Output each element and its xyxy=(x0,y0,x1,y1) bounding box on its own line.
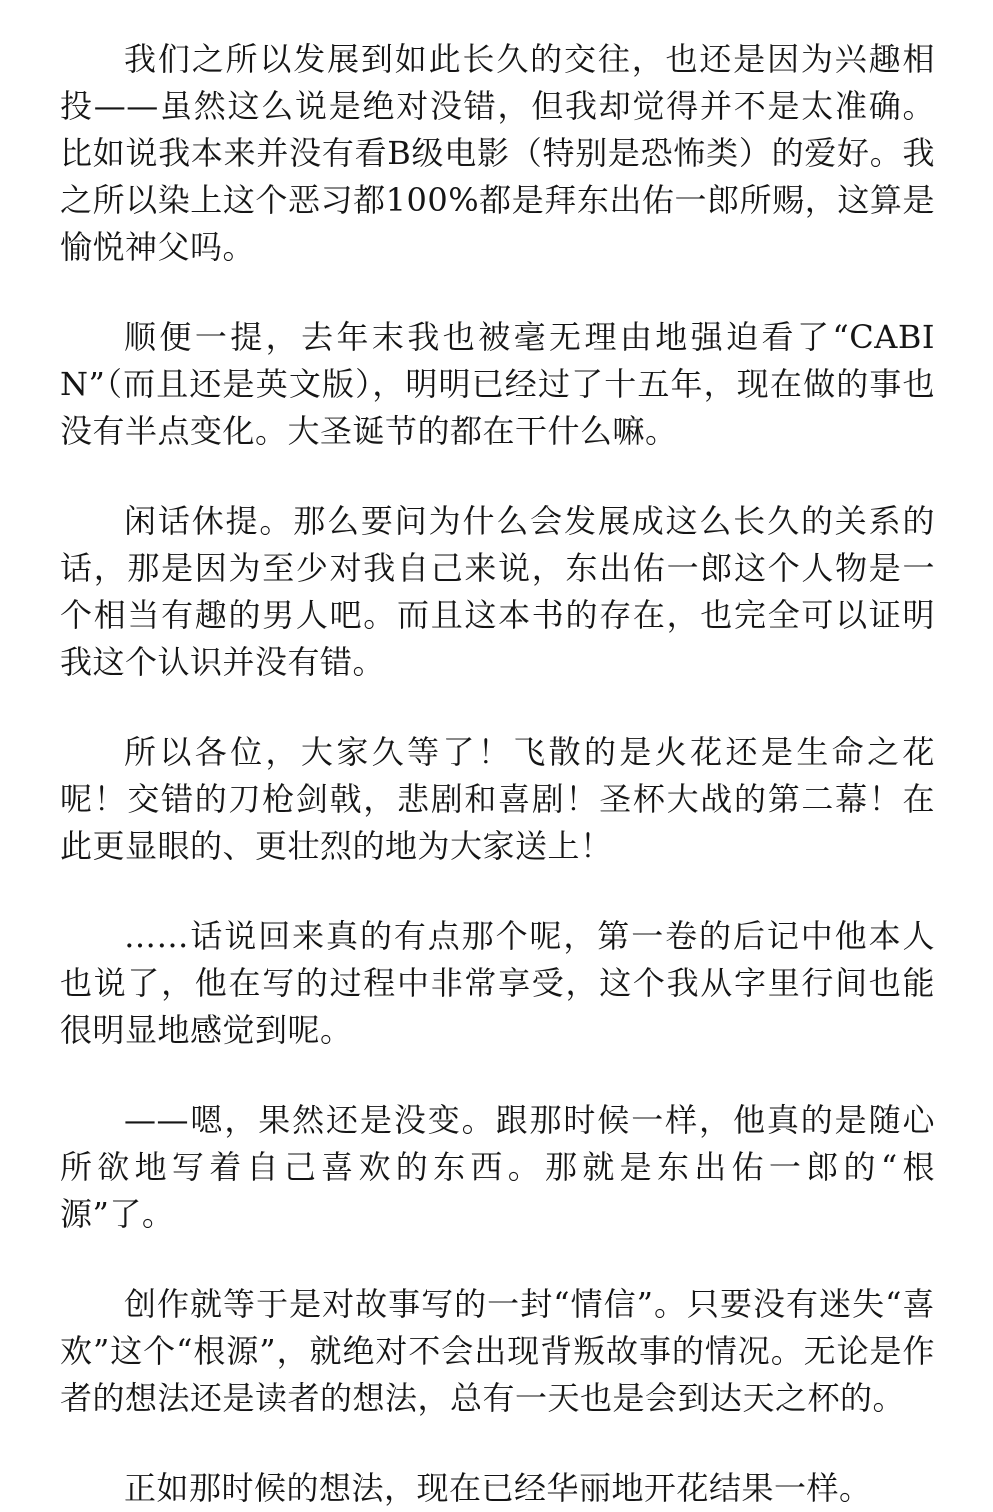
paragraph-5: ……话说回来真的有点那个呢，第一卷的后记中他本人也说了，他在写的过程中非常享受，这个我从字里行间也能很明显地感觉到呢。 xyxy=(60,917,935,1049)
paragraph-4: 所以各位，大家久等了！飞散的是火花还是生命之花呢！交错的刀枪剑戟，悲剧和喜剧！圣杯大战的第二幕！在此更显眼的、更壮烈的地为大家送上！ xyxy=(60,733,935,865)
paragraph-2: 顺便一提，去年末我也被毫无理由地强迫看了“CABIN”（而且还是英文版），明明已经过了十五年，现在做的事也没有半点变化。大圣诞节的都在干什么嘛。 xyxy=(60,318,935,450)
paragraph-6: ——嗯，果然还是没变。跟那时候一样，他真的是随心所欲地写着自己喜欢的东西。那就是东出佑一郎的“根源”了。 xyxy=(60,1101,935,1233)
paragraph-8: 正如那时候的想法，现在已经华丽地开花结果一样。 xyxy=(124,1469,872,1507)
paragraph-3: 闲话休提。那么要问为什么会发展成这么长久的关系的话，那是因为至少对我自己来说，东出佑一郎这个人物是一个相当有趣的男人吧。而且这本书的存在，也完全可以证明我这个认识并没有错。 xyxy=(60,502,935,681)
paragraph-7: 创作就等于是对故事写的一封“情信”。只要没有迷失“喜欢”这个“根源”，就绝对不会出现背叛故事的情况。无论是作者的想法还是读者的想法，总有一天也是会到达天之杯的。 xyxy=(60,1285,935,1417)
paragraph-1: 我们之所以发展到如此长久的交往，也还是因为兴趣相投——虽然这么说是绝对没错，但我却觉得并不是太准确。比如说我本来并没有看B级电影（特别是恐怖类）的爱好。我之所以染上这个恶习都100%都是拜东出佑一郎所赐，这算是愉悦神父吗。 xyxy=(60,40,935,266)
